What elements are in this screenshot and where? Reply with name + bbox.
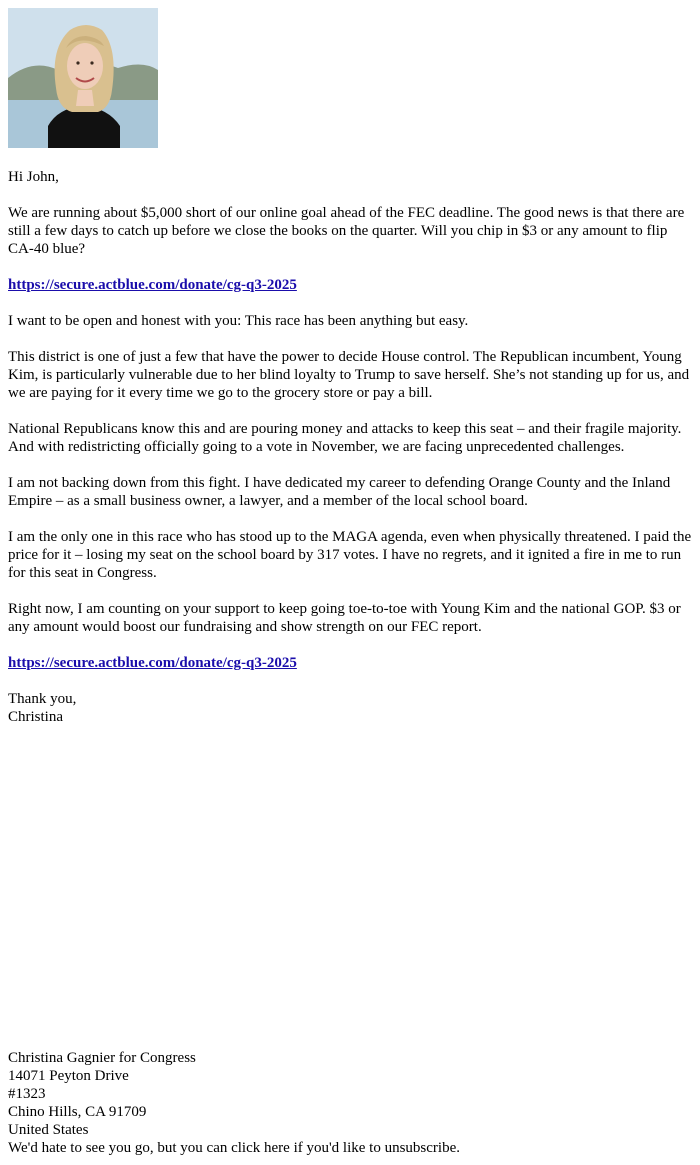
body-paragraph-4: I am not backing down from this fight. I have dedicated my career to defending Orange County and the Inland Empire – as a small business owner, a lawyer, and a member of the local school board. <box>8 475 671 509</box>
candidate-portrait-icon <box>8 8 158 148</box>
footer-org: Christina Gagnier for Congress <box>8 1050 196 1066</box>
email-content <box>8 8 692 726</box>
signoff: Thank you, <box>8 691 77 707</box>
donate-link-2[interactable]: https://secure.actblue.com/donate/cg-q3-2025 <box>8 655 297 671</box>
body-paragraph-3: National Republicans know this and are pouring money and attacks to keep this seat – and their fragile majority. And with redistricting officially going to a vote in November, we are facing unprecedented challenges. <box>8 421 682 455</box>
body-paragraph-1: I want to be open and honest with you: This race has been anything but easy. <box>8 313 469 329</box>
greeting: Hi John, <box>8 169 59 185</box>
body-paragraph-2: This district is one of just a few that have the power to decide House control. The Republican incumbent, Young Kim, is particularly vulnerable due to her blind loyalty to Trump to save herself. She’s not standing up for us, and we are paying for it every time we go to the grocery store or pay a bill. <box>8 349 690 401</box>
intro-paragraph: We are running about $5,000 short of our online goal ahead of the FEC deadline. The good news is that there are still a few days to catch up before we close the books on the quarter. Will you chip in $3 or any amount to flip CA-40 blue? <box>8 205 685 257</box>
footer-address-line-2: #1323 <box>8 1086 46 1102</box>
unsubscribe-link[interactable]: We'd hate to see you go, but you can click here if you'd like to unsubscribe. <box>8 1140 460 1156</box>
footer-address-line-1: 14071 Peyton Drive <box>8 1068 129 1084</box>
donate-link-2-wrapper <box>8 654 692 672</box>
email-footer <box>8 1049 692 1157</box>
signature: Christina <box>8 709 63 725</box>
donate-link-1-wrapper <box>8 276 692 294</box>
candidate-photo <box>8 8 158 148</box>
donate-link-1[interactable]: https://secure.actblue.com/donate/cg-q3-2025 <box>8 277 297 293</box>
body-paragraph-6: Right now, I am counting on your support to keep going toe-to-toe with Young Kim and the national GOP. $3 or any amount would boost our fundraising and show strength on our FEC report. <box>8 601 681 635</box>
footer-country: United States <box>8 1122 89 1138</box>
body-paragraph-5: I am the only one in this race who has stood up to the MAGA agenda, even when physically threatened. I paid the price for it – losing my seat on the school board by 317 votes. I have no regrets, and it ignited a fire in me to run for this seat in Congress. <box>8 529 692 581</box>
signoff-block <box>8 690 692 726</box>
footer-city: Chino Hills, CA 91709 <box>8 1104 147 1120</box>
